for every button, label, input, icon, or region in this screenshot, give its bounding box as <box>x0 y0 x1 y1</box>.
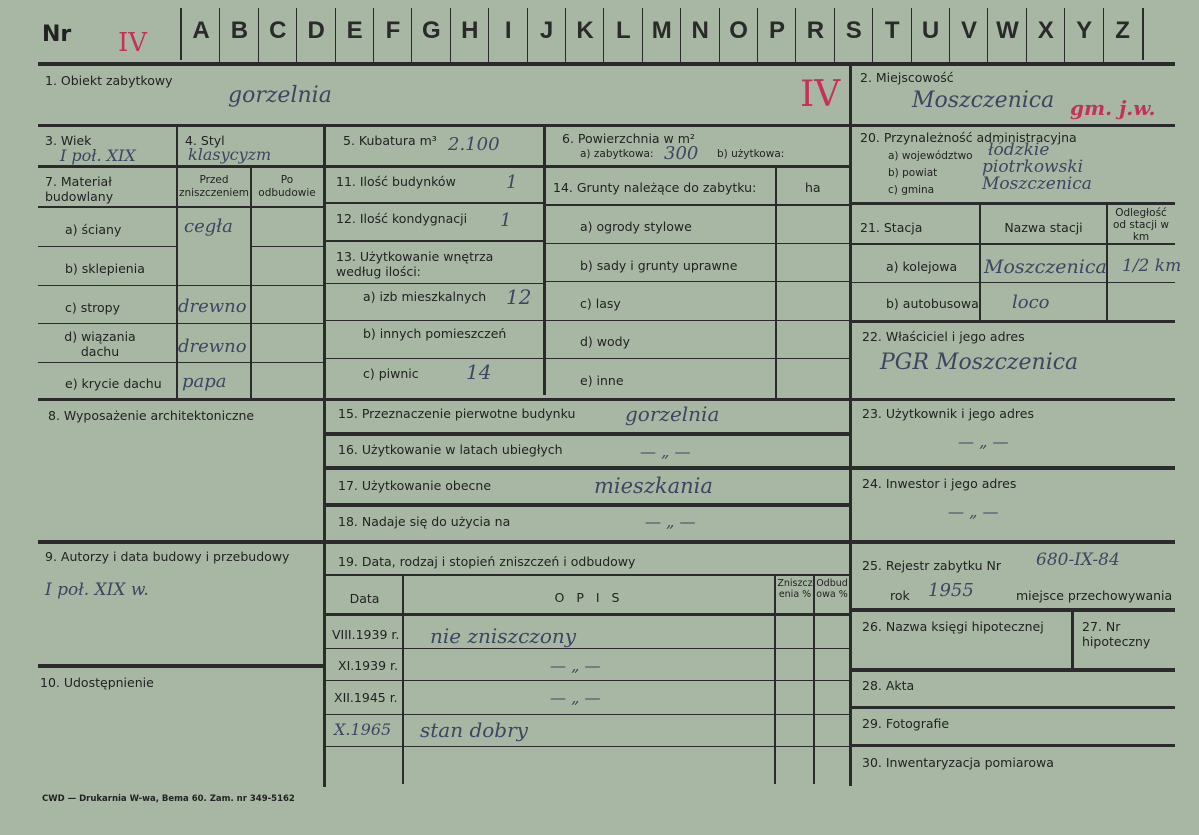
letter-l: L <box>616 17 631 44</box>
field-11-label: 11. Ilość budynków <box>336 174 456 189</box>
letter-r: R <box>806 17 825 44</box>
f19-row2-desc: — „ — <box>550 656 601 675</box>
field-20a-value: łódzkie <box>988 140 1050 160</box>
f14-gardens: a) ogrody stylowe <box>580 219 692 234</box>
letter-divider <box>258 8 259 62</box>
f7-row-roofcover-label: e) krycie dachu <box>65 376 162 391</box>
rule <box>852 706 1175 709</box>
f14-forests: c) lasy <box>580 296 621 311</box>
rule <box>852 466 1175 470</box>
field-2-label: 2. Miejscowość <box>860 70 954 85</box>
letter-divider <box>642 8 643 62</box>
f14-other: e) inne <box>580 373 624 388</box>
letter-u: U <box>921 17 940 44</box>
letter-divider <box>219 8 220 62</box>
field-1-value: gorzelnia <box>228 83 332 108</box>
f7-row-ceilings-label: c) stropy <box>65 300 120 315</box>
row-line <box>250 246 323 247</box>
row-line <box>38 285 323 286</box>
rule <box>38 398 849 401</box>
field-19-label: 19. Data, rodzaj i stopień zniszczeń i odbudowy <box>338 554 636 569</box>
letter-divider <box>680 8 681 62</box>
col-damage: Zniszczenia % <box>777 578 813 600</box>
field-3-value: I poł. XIX <box>60 146 136 165</box>
field-20-label: 20. Przynależność administracyjna <box>860 130 1077 145</box>
rule <box>852 608 1175 612</box>
row-line <box>38 323 323 324</box>
f7-row-walls-label: a) ściany <box>65 222 122 237</box>
field-14-label: 14. Grunty należące do zabytku: <box>553 180 757 195</box>
rule <box>852 124 1175 127</box>
row-line <box>546 320 849 321</box>
letter-i: I <box>504 17 512 44</box>
letter-divider <box>335 8 336 62</box>
f21-bus-label: b) autobusowa <box>886 296 979 311</box>
rule <box>326 503 849 507</box>
cell-divider <box>1071 612 1074 668</box>
column-divider <box>323 127 326 787</box>
letter-d: D <box>307 17 325 44</box>
column-divider <box>849 66 852 786</box>
field-6b-label: b) użytkowa: <box>717 148 785 160</box>
field-6-label: 6. Powierzchnia w m² <box>562 131 695 146</box>
field-4-value: klasycyzm <box>188 145 272 164</box>
letter-divider <box>795 8 796 62</box>
letter-h: H <box>461 17 479 44</box>
rule <box>38 540 849 544</box>
letter-divider <box>296 8 297 62</box>
row-line <box>546 243 849 244</box>
field-13-label: 13. Użytkowanie wnętrza według ilości: <box>336 249 494 279</box>
field-15-label: 15. Przeznaczenie pierwotne budynku <box>338 406 576 421</box>
field-25-rok-value: 1955 <box>928 580 974 601</box>
f21-rail-dist: 1/2 km <box>1122 256 1182 276</box>
field-15-value: gorzelnia <box>625 402 720 426</box>
field-24-label: 24. Inwestor i jego adres <box>862 476 1017 491</box>
field-24-value: — „ — <box>948 502 999 521</box>
field-28-label: 28. Akta <box>862 678 915 693</box>
field-18-label: 18. Nadaje się do użycia na <box>338 514 511 529</box>
field-20b-value: piotrkowski <box>982 157 1084 177</box>
f13-cellar-value: 14 <box>466 360 492 384</box>
rule <box>852 668 1175 672</box>
field-25-place-label: miejsce przechowywania <box>1016 588 1173 603</box>
letter-b: B <box>230 17 249 44</box>
letter-divider <box>527 8 528 62</box>
field-20a-label: a) województwo <box>888 150 973 162</box>
letter-y: Y <box>1076 17 1093 44</box>
field-11-value: 1 <box>506 172 518 193</box>
header-divider <box>180 8 182 60</box>
field-8-label: 8. Wyposażenie architektoniczne <box>48 408 255 423</box>
f19-row1-date: VIII.1939 r. <box>332 627 400 642</box>
f13-cellar-label: c) piwnic <box>363 366 419 381</box>
letter-divider <box>872 8 873 62</box>
field-17-label: 17. Użytkowanie obecne <box>338 478 492 493</box>
letter-s: S <box>845 17 862 44</box>
field-23-value: — „ — <box>958 432 1009 451</box>
row-line <box>326 680 849 681</box>
letter-divider <box>1064 8 1065 62</box>
field-6a-value: 300 <box>664 143 699 164</box>
f19-row3-desc: — „ — <box>550 688 601 707</box>
row-line <box>326 714 849 715</box>
letter-divider <box>719 8 720 62</box>
col-rebuild: Odbudowa % <box>816 578 848 600</box>
field-1-label: 1. Obiekt zabytkowy <box>45 73 173 88</box>
f21-rail-name: Moszczenica <box>984 256 1107 278</box>
row-line <box>326 283 543 284</box>
printer-imprint: CWD — Drukarnia W-wa, Bema 60. Zam. nr 349-5162 <box>42 794 295 804</box>
letter-divider <box>1026 8 1027 62</box>
field-25-rok-label: rok <box>890 588 910 603</box>
row-line <box>326 648 849 649</box>
field-29-label: 29. Fotografie <box>862 716 950 731</box>
field-2-note: gm. j.w. <box>1070 96 1156 120</box>
col-station-name: Nazwa stacji <box>1004 220 1083 235</box>
rule <box>852 398 1175 401</box>
field-4-label: 4. Styl <box>185 133 225 148</box>
field-22-value: PGR Moszczenica <box>880 350 1079 375</box>
field-7-label: 7. Materiał budowlany <box>45 174 114 204</box>
letter-divider <box>949 8 950 62</box>
rule <box>326 574 849 576</box>
f19-row4-date: X.1965 <box>334 720 392 739</box>
letter-divider <box>373 8 374 62</box>
field-21-label: 21. Stacja <box>860 220 923 235</box>
f19-row4-desc: stan dobry <box>420 718 528 742</box>
letter-f: F <box>385 17 401 44</box>
letter-divider <box>565 8 566 62</box>
field-2-value: Moszczenica <box>912 88 1055 113</box>
row-line <box>38 362 323 363</box>
field-20c-label: c) gmina <box>888 184 935 196</box>
f19-row3-date: XII.1945 r. <box>334 690 398 705</box>
letter-a: A <box>192 17 210 44</box>
f13-rooms-value: 12 <box>506 285 532 309</box>
field-12-value: 1 <box>500 210 512 231</box>
field-22-label: 22. Właściciel i jego adres <box>862 329 1025 344</box>
rule <box>852 202 1175 205</box>
letter-w: W <box>996 17 1019 44</box>
field-23-label: 23. Użytkownik i jego adres <box>862 406 1034 421</box>
letter-m: M <box>651 17 672 44</box>
field-14-unit: ha <box>805 180 821 195</box>
rule <box>326 613 849 616</box>
f14-orchards: b) sady i grunty uprawne <box>580 258 738 273</box>
field-16-value: — „ — <box>640 442 691 461</box>
f7-row-walls-value: cegła <box>184 216 233 237</box>
f21-bus-name: loco <box>1012 292 1050 313</box>
row-line <box>326 320 543 321</box>
rule <box>852 320 1175 323</box>
f7-row-roofbind-value: drewno <box>178 336 247 357</box>
field-5-label: 5. Kubatura m³ <box>343 133 437 148</box>
letter-t: T <box>884 17 900 44</box>
field-9-value: I poł. XIX w. <box>45 580 149 600</box>
f7-row-ceilings-value: drewno <box>178 296 247 317</box>
rule <box>38 62 1175 66</box>
letter-p: P <box>768 17 785 44</box>
rule <box>326 202 543 204</box>
nr-value: IV <box>118 28 148 58</box>
rule <box>852 744 1175 747</box>
col-before-label: Przed zniszczeniem <box>178 174 250 199</box>
col-desc: O P I S <box>554 590 624 605</box>
rule <box>38 664 323 668</box>
field-6a-label: a) zabytkowa: <box>580 148 654 160</box>
letter-c: C <box>269 17 287 44</box>
row-line <box>546 281 849 282</box>
letter-v: V <box>960 17 977 44</box>
field-18-value: — „ — <box>645 512 696 531</box>
field-25-value: 680-IX-84 <box>1036 550 1120 570</box>
letter-divider <box>757 8 758 62</box>
rule <box>38 165 849 168</box>
letter-divider <box>411 8 412 62</box>
f13-rooms-label: a) izb mieszkalnych <box>363 289 487 304</box>
rule <box>852 540 1175 544</box>
letter-k: K <box>576 17 594 44</box>
cell-divider <box>176 127 178 165</box>
row-line <box>546 358 849 359</box>
f14-waters: d) wody <box>580 334 630 349</box>
letter-divider <box>1103 8 1104 62</box>
cell-divider <box>250 168 252 400</box>
letter-z: Z <box>1115 17 1130 44</box>
field-5-value: 2.100 <box>448 134 500 155</box>
rule <box>546 204 849 206</box>
field-20c-value: Moszczenica <box>982 174 1092 194</box>
field-3-label: 3. Wiek <box>45 133 92 148</box>
field-12-label: 12. Ilość kondygnacji <box>336 211 468 226</box>
field-26-label: 26. Nazwa księgi hipotecznej <box>862 619 1044 634</box>
row-line <box>38 246 178 247</box>
rule <box>852 243 1175 245</box>
field-17-value: mieszkania <box>594 474 713 498</box>
col-station-dist: Odległość od stacji w km <box>1113 207 1169 243</box>
row-line <box>852 282 1175 283</box>
cell-divider <box>775 168 777 398</box>
row-line <box>326 358 543 359</box>
field-10-label: 10. Udostępnienie <box>40 675 154 690</box>
letter-g: G <box>422 17 441 44</box>
header-divider <box>1142 8 1144 60</box>
field-9-label: 9. Autorzy i data budowy i przebudowy <box>45 549 290 564</box>
letter-o: O <box>729 17 748 44</box>
f19-row1-desc: nie zniszczony <box>430 624 577 648</box>
f21-rail-label: a) kolejowa <box>886 259 958 274</box>
f7-row-vaults-label: b) sklepienia <box>65 261 145 276</box>
field-25-label: 25. Rejestr zabytku Nr <box>862 558 1002 573</box>
letter-divider <box>603 8 604 62</box>
f7-row-roofcover-value: papa <box>182 371 227 392</box>
cell-divider <box>176 168 178 400</box>
letter-x: X <box>1037 17 1054 44</box>
f13-other-label: b) innych pomieszczeń <box>363 326 507 341</box>
letter-e: E <box>346 17 363 44</box>
letter-divider <box>987 8 988 62</box>
col-date: Data <box>349 591 380 606</box>
letter-n: N <box>691 17 709 44</box>
letter-divider <box>488 8 489 62</box>
letter-divider <box>911 8 912 62</box>
nr-label: Nr <box>42 22 72 47</box>
field-1-mark: IV <box>800 74 841 115</box>
rule <box>326 432 849 436</box>
letter-j: J <box>539 17 554 44</box>
field-16-label: 16. Użytkowanie w latach ubiegłych <box>338 442 563 457</box>
rule <box>326 466 849 470</box>
rule <box>38 206 323 208</box>
rule <box>326 240 543 242</box>
col-after-label: Po odbudowie <box>258 174 316 199</box>
letter-divider <box>450 8 451 62</box>
field-27-label: 27. Nr hipoteczny <box>1082 619 1151 649</box>
f19-row2-date: XI.1939 r. <box>338 658 398 673</box>
rule <box>38 124 849 127</box>
row-line <box>326 746 849 747</box>
field-20b-label: b) powiat <box>888 167 938 179</box>
letter-divider <box>834 8 835 62</box>
f7-row-roofbind-label: d) wiązania dachu <box>64 329 136 359</box>
field-30-label: 30. Inwentaryzacja pomiarowa <box>862 755 1054 770</box>
